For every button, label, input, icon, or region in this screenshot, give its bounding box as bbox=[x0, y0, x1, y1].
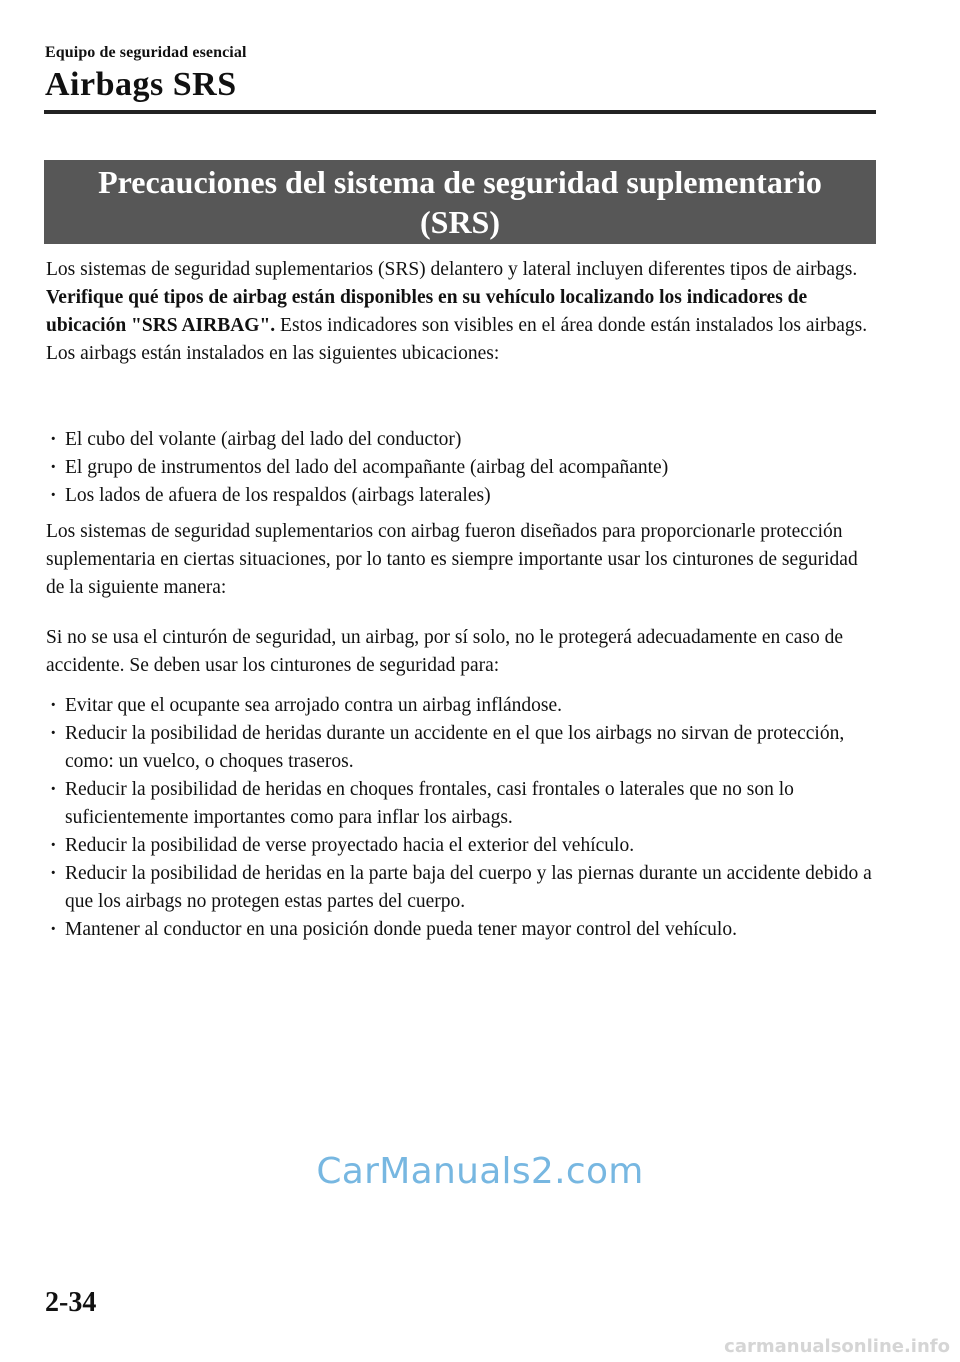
bullet-icon: · bbox=[50, 723, 57, 744]
list-item: · El grupo de instrumentos del lado del acompañante (airbag del acompañante) bbox=[46, 454, 876, 482]
intro-bold-instruction: Verifique qué tipos de airbag están disponibles en su vehículo localizando los indicadores de ubicación "SRS AIRBAG". bbox=[46, 287, 808, 336]
banner-title-line-1: Precauciones del sistema de seguridad suplementario bbox=[98, 164, 822, 200]
bullet-icon: · bbox=[50, 779, 57, 800]
list-item: · Los lados de afuera de los respaldos (airbags laterales) bbox=[46, 482, 876, 510]
bullet-icon: · bbox=[50, 863, 57, 884]
footer-watermark: carmanualsonline.info bbox=[724, 1336, 950, 1357]
intro-text: Los sistemas de seguridad suplementarios (SRS) delantero y lateral incluyen diferentes tipos de airbags. bbox=[46, 259, 858, 280]
banner-title-line-2: (SRS) bbox=[419, 204, 500, 240]
watermark: CarManuals2.com bbox=[316, 1151, 644, 1192]
section-title: Airbags SRS bbox=[45, 66, 237, 103]
list-item: · El cubo del volante (airbag del lado del conductor) bbox=[46, 426, 876, 454]
bullet-icon: · bbox=[50, 919, 57, 940]
bullet-icon: · bbox=[50, 835, 57, 856]
bullet-icon: · bbox=[50, 695, 57, 716]
list-item: · Reducir la posibilidad de heridas en choques frontales, casi frontales o laterales que no son lo suficientemente importantes como para inflar los airbags. bbox=[46, 776, 876, 832]
seatbelt-warning-paragraph: Si no se usa el cinturón de seguridad, un airbag, por sí solo, no le protegerá adecuadamente en caso de accidente. Se deben usar los cinturones de seguridad para: bbox=[46, 627, 844, 676]
topic-banner bbox=[44, 160, 876, 244]
locations-lead: Los airbags están instalados en las siguientes ubicaciones: bbox=[46, 343, 500, 364]
running-head: Equipo de seguridad esencial bbox=[45, 44, 247, 61]
list-item: · Reducir la posibilidad de heridas durante un accidente en el que los airbags no sirvan de protección, como: un vuelco, o choques traseros. bbox=[46, 720, 876, 776]
intro-paragraph bbox=[46, 256, 876, 368]
bullet-icon: · bbox=[50, 457, 57, 478]
bullet-icon: · bbox=[50, 429, 57, 450]
seatbelt-paragraph: Los sistemas de seguridad suplementarios con airbag fueron diseñados para proporcionarle protección suplementaria en ciertas situaciones, por lo tanto es siempre importante usar los cinturones de seguridad de la siguiente manera: bbox=[46, 521, 858, 598]
intro-text-cont: Estos indicadores son visibles en el área donde están instalados los airbags. bbox=[275, 315, 868, 336]
list-item: · Reducir la posibilidad de verse proyectado hacia el exterior del vehículo. bbox=[46, 832, 876, 860]
locations-list bbox=[46, 426, 876, 510]
list-item: · Mantener al conductor en una posición donde pueda tener mayor control del vehículo. bbox=[46, 916, 876, 944]
page-number: 2-34 bbox=[45, 1287, 97, 1318]
list-item: · Reducir la posibilidad de heridas en la parte baja del cuerpo y las piernas durante un accidente debido a que los airbags no protegen estas partes del cuerpo. bbox=[46, 860, 876, 916]
list-item: · Evitar que el ocupante sea arrojado contra un airbag inflándose. bbox=[46, 692, 876, 720]
purposes-list bbox=[46, 692, 876, 944]
bullet-icon: · bbox=[50, 485, 57, 506]
header-rule bbox=[44, 110, 876, 114]
